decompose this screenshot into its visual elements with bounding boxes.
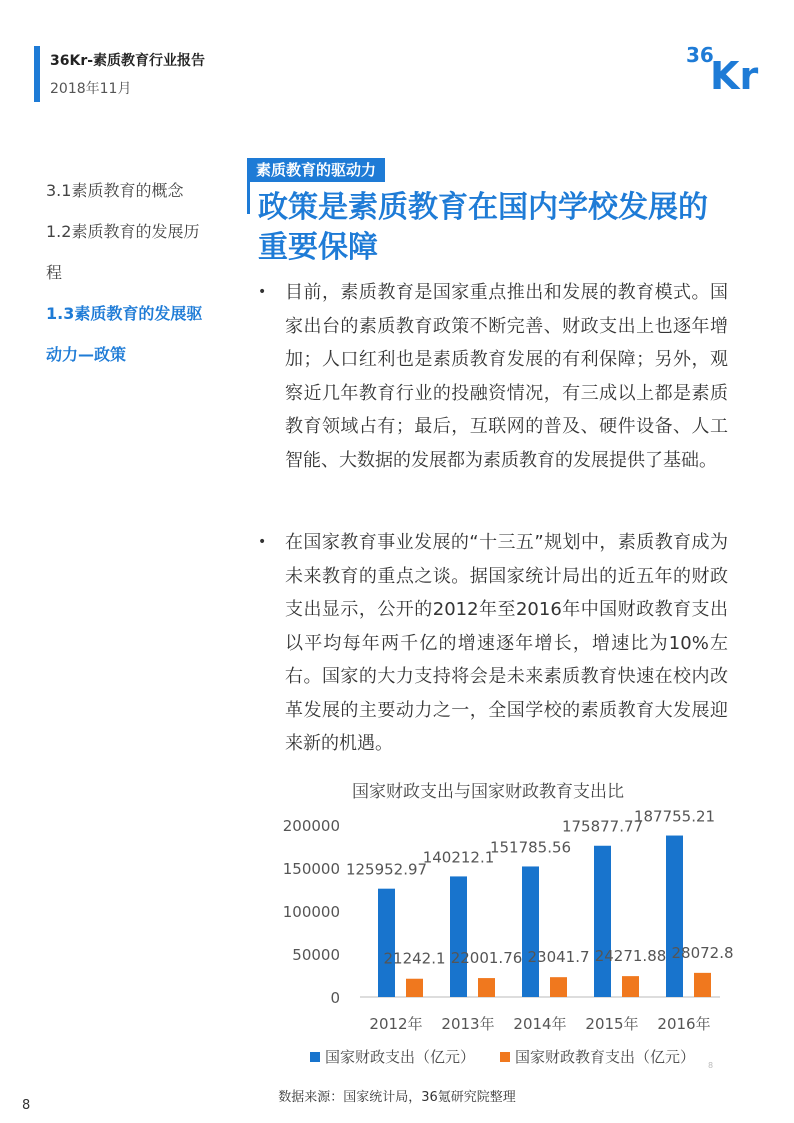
chart-title: 国家财政支出与国家财政教育支出比 [352, 782, 624, 802]
legend-swatch-fiscal [310, 1052, 320, 1062]
data-label-education: 22001.76 [450, 949, 523, 968]
toc-item-driving-force-line2: 动力—政策 [46, 345, 127, 364]
report-date: 2018年11月 [50, 81, 132, 97]
y-tick-label: 150000 [282, 860, 340, 878]
x-tick-label: 2013年 [441, 1015, 495, 1033]
bar-fiscal-expenditure [450, 876, 467, 997]
y-tick-label: 100000 [282, 903, 340, 921]
brand-logo [686, 40, 766, 90]
legend-swatch-education [500, 1052, 510, 1062]
data-label-fiscal: 125952.97 [345, 860, 428, 879]
paragraph-2-text: 在国家教育事业发展的“十三五”规划中，素质教育成为未来教育的重点之谈。据国家统计局出的近五年的财政支出显示，公开的2012年至2016年中国财政教育支出以平均每年两千亿的增速逐年增长，增速比为10%左右。国家的大力支持将会是未来素质教育快速在校内改革发展的主要动力之一，全国学校的素质教育大发展迎来新的机遇。 [285, 532, 728, 754]
legend-label-fiscal: 国家财政支出（亿元） [325, 1048, 476, 1066]
section-headline: 政策是素质教育在国内学校发展的重要保障 [258, 190, 708, 265]
x-tick-label: 2014年 [513, 1015, 567, 1033]
y-tick-label: 50000 [292, 946, 340, 964]
data-label-education: 24271.88 [594, 947, 667, 966]
toc-item-driving-force[interactable] [46, 293, 226, 375]
data-label-fiscal: 140212.1 [422, 848, 495, 867]
bar-education-expenditure [550, 977, 567, 997]
x-tick-label: 2016年 [657, 1015, 711, 1033]
data-label-fiscal: 187755.21 [633, 807, 716, 826]
bullet-2: • [258, 534, 267, 550]
bar-fiscal-expenditure [522, 866, 539, 997]
toc-item-concept[interactable]: 3.1素质教育的概念 [46, 181, 184, 200]
toc-item-history[interactable] [46, 211, 226, 293]
bar-fiscal-expenditure [594, 846, 611, 997]
header-accent-bar [34, 46, 40, 102]
toc-item-driving-force-line1: 1.3素质教育的发展驱 [46, 304, 203, 323]
toc-item-history-line1: 1.2素质教育的发展历 [46, 222, 200, 241]
x-tick-label: 2015年 [585, 1015, 639, 1033]
toc-item-history-line2: 程 [46, 263, 63, 282]
report-title: 36Kr-素质教育行业报告 [50, 53, 206, 69]
y-tick-label: 0 [330, 989, 340, 1007]
section-tag: 素质教育的驱动力 [247, 158, 385, 182]
legend-label-education: 国家财政教育支出（亿元） [515, 1048, 696, 1066]
paragraph-1 [258, 276, 728, 477]
chart-page-mark: 8 [708, 1061, 714, 1070]
bar-education-expenditure [622, 976, 639, 997]
x-tick-label: 2012年 [369, 1015, 423, 1033]
table-of-contents [46, 170, 226, 375]
bar-education-expenditure [478, 978, 495, 997]
paragraph-1-text: 目前，素质教育是国家重点推出和发展的教育模式。国家出台的素质教育政策不断完善、财政支出上也逐年增加；人口红利也是素质教育发展的有利保障；另外，观察近几年教育行业的投融资情况，有三成以上都是素质教育领域占有；最后，互联网的普及、硬件设备、人工智能、大数据的发展都为素质教育的发展提供了基础。 [285, 282, 728, 471]
paragraph-2 [258, 526, 728, 761]
bullet-1: • [258, 284, 267, 300]
page-number: 8 [22, 1098, 31, 1113]
data-label-education: 21242.1 [383, 949, 446, 968]
bar-fiscal-expenditure [666, 836, 683, 997]
bar-education-expenditure [694, 973, 711, 997]
data-source: 数据来源：国家统计局，36氪研究院整理 [278, 1090, 516, 1105]
bar-fiscal-expenditure [378, 889, 395, 997]
data-label-fiscal: 151785.56 [489, 838, 572, 857]
finance-chart [280, 770, 760, 1070]
data-label-education: 23041.7 [527, 948, 590, 967]
y-tick-label: 200000 [282, 817, 340, 835]
svg-text:Kr: Kr [710, 54, 759, 90]
data-label-fiscal: 175877.77 [561, 817, 644, 836]
svg-text:36: 36 [686, 43, 714, 67]
bar-education-expenditure [406, 979, 423, 997]
data-label-education: 28072.8 [671, 943, 734, 962]
